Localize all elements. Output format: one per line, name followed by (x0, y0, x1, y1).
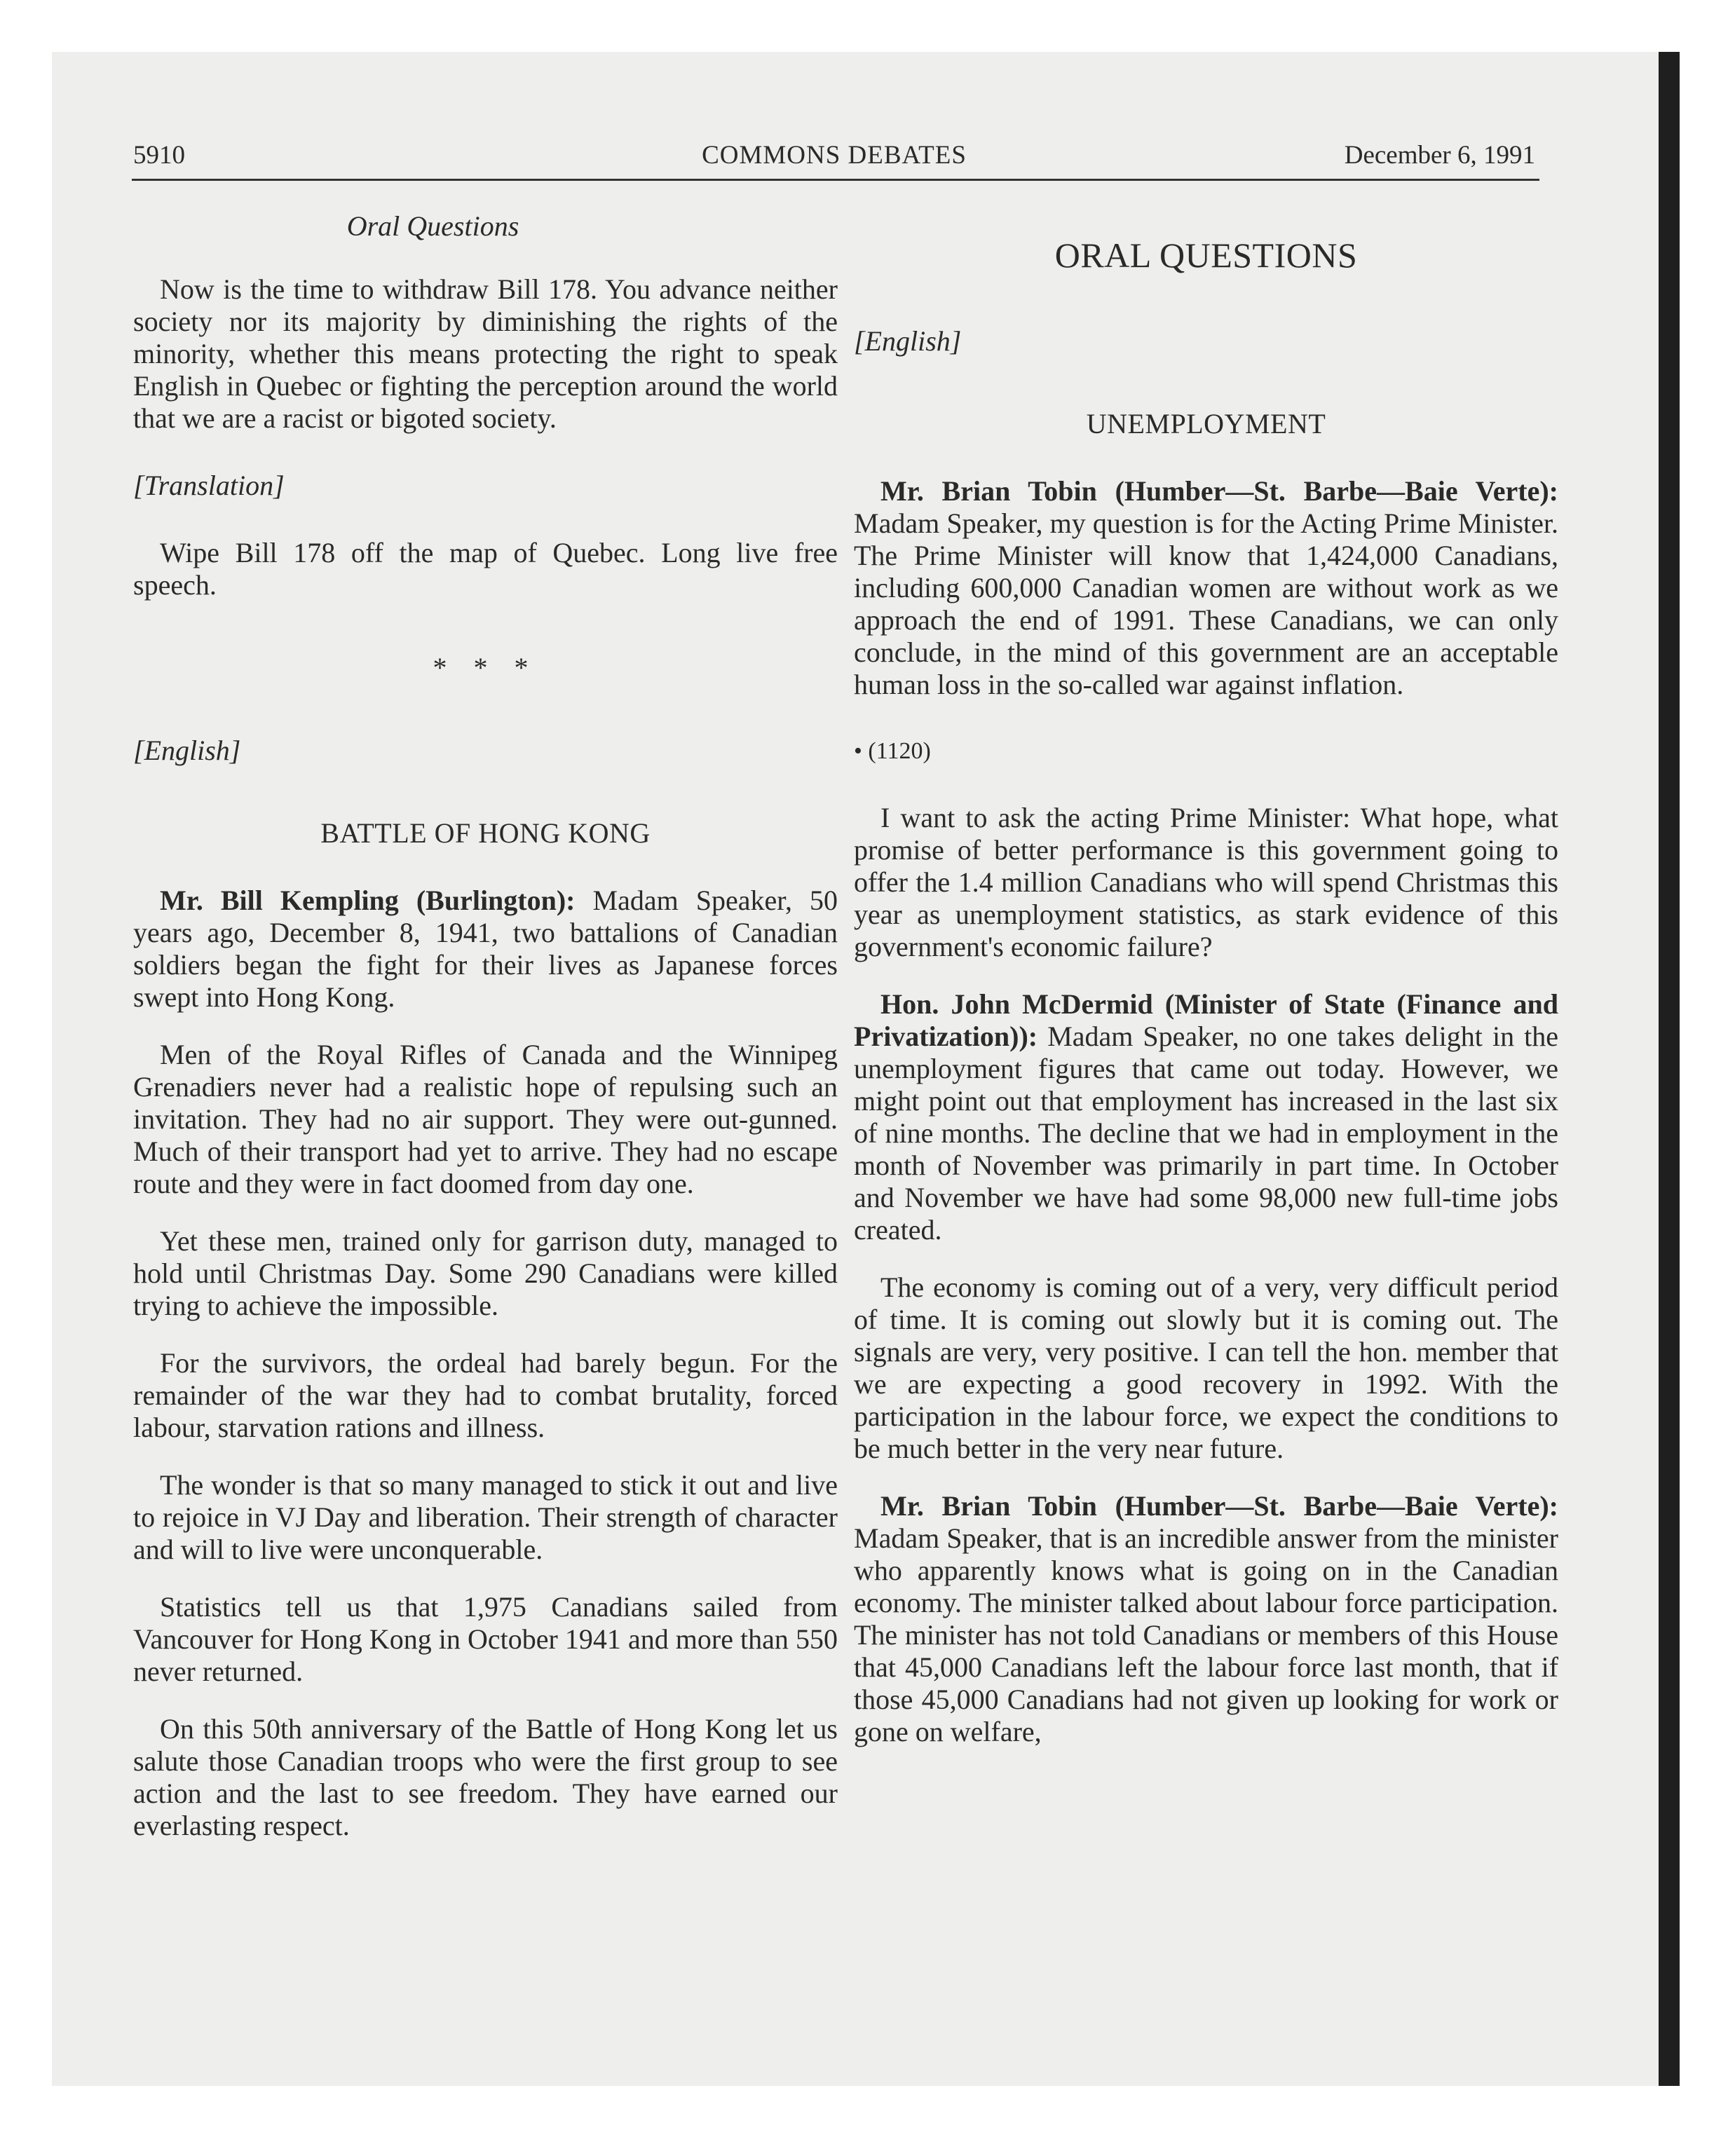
time-marker: • (1120) (854, 738, 931, 764)
speaker-name: Mr. Bill Kempling (Burlington): (160, 885, 576, 916)
speaker-name: Hon. John McDermid (Minister of State (Finance and Privatization)): (854, 988, 1558, 1052)
heading-unemployment: UNEMPLOYMENT (1086, 408, 1326, 439)
speaker-name: Mr. Brian Tobin (Humber—St. Barbe—Baie Verte): (880, 1490, 1558, 1522)
section-running-label: Oral Questions (346, 210, 519, 242)
paragraph-tobin-supplementary (854, 1490, 1558, 1748)
paragraph-kempling-6: Statistics tell us that 1,975 Canadians sailed from Vancouver for Hong Kong in October 1941 and more than 550 never returned. (133, 1591, 838, 1687)
paragraph-kempling-2: Men of the Royal Rifles of Canada and the Winnipeg Grenadiers never had a realistic hope of repulsing such an invitation. They had no air support. They were out-gunned. Much of their transport had yet to arrive. They had no escape route and they were in fact doomed from day one. (133, 1039, 838, 1199)
section-separator: * * * (433, 652, 538, 683)
speech-text: Madam Speaker, that is an incredible answer from the minister who apparently knows what is going on in the Canadian economy. The minister talked about labour force participation. The minister has not told Canadians or members of this House that 45,000 Canadians left the labour force last month, that if those 45,000 Canadians had not given up looking for work or gone on welfare, (854, 1522, 1558, 1747)
page-number: 5910 (133, 141, 185, 170)
paragraph-wipe-bill: Wipe Bill 178 off the map of Quebec. Long live free speech. (133, 537, 838, 601)
speaker-name: Mr. Brian Tobin (Humber—St. Barbe—Baie Verte): (880, 475, 1558, 507)
paragraph-kempling-5: The wonder is that so many managed to stick it out and live to rejoice in VJ Day and liberation. Their strength of character and will to live were unconquerable. (133, 1469, 838, 1565)
paragraph-kempling-3: Yet these men, trained only for garrison duty, managed to hold until Christmas Day. Some 290 Canadians were killed trying to achieve the impossible. (133, 1225, 838, 1321)
translation-label: [Translation] (133, 470, 285, 501)
running-header (133, 140, 1535, 182)
heading-battle-of-hong-kong: BATTLE OF HONG KONG (320, 817, 651, 849)
right-column (854, 210, 1558, 1748)
english-label: [English] (854, 325, 962, 357)
speech-text: Madam Speaker, my question is for the Acting Prime Minister. The Prime Minister will know that 1,424,000 Canadians, including 600,000 Canadian women are without work as we approach the end of 1991. These Canadians, we can only conclude, in the mind of this government are an acceptable human loss in the so-called war against inflation. (854, 507, 1558, 700)
paragraph-withdraw-bill: Now is the time to withdraw Bill 178. You advance neither society nor its majority by diminishing the rights of the minority, whether this means protecting the right to speak English in Quebec or fighting the perception around the world that we are a racist or bigoted society. (133, 273, 838, 434)
english-label: [English] (133, 735, 241, 766)
paragraph-kempling-7: On this 50th anniversary of the Battle of Hong Kong let us salute those Canadian troops who were the first group to see action and the last to see freedom. They have earned our everlasting respect. (133, 1713, 838, 1841)
paragraph-tobin-question (854, 475, 1558, 701)
paragraph-mcdermid-answer (854, 988, 1558, 1246)
paragraph-mcdermid-2: The economy is coming out of a very, very difficult period of time. It is coming out slowly but it is coming out. The signals are very, very positive. I can tell the hon. member that we are expecting a good recovery in 1992. With the participation in the labour force, we expect the conditions to be much better in the very near future. (854, 1271, 1558, 1464)
speech-text: Madam Speaker, no one takes delight in the unemployment figures that came out today. However, we might point out that employment has increased in the last six of nine months. The decline that we had in employment in the month of November was primarily in part time. In October and November we have had some 98,000 new full-time jobs created. (854, 1021, 1558, 1246)
heading-oral-questions: ORAL QUESTIONS (1054, 236, 1358, 275)
issue-date: December 6, 1991 (1344, 141, 1535, 170)
paragraph-kempling-4: For the survivors, the ordeal had barely begun. For the remainder of the war they had to combat brutality, forced labour, starvation rations and illness. (133, 1347, 838, 1443)
paragraph-kempling-opening (133, 885, 838, 1014)
left-column (133, 210, 838, 1842)
scan-edge-shadow (1659, 52, 1680, 2086)
paragraph-tobin-followup: I want to ask the acting Prime Minister: What hope, what promise of better performance is this government going to offer the 1.4 million Canadians who will spend Christmas this year as unemployment statistics, as stark evidence of this government's economic failure? (854, 802, 1558, 962)
speech-text: Madam Speaker, 50 years ago, December 8, 1941, two battalions of Canadian soldiers began the fight for their lives as Japanese forces swept into Hong Kong. (133, 885, 838, 1013)
header-rule (132, 179, 1539, 181)
journal-title: COMMONS DEBATES (702, 141, 967, 170)
